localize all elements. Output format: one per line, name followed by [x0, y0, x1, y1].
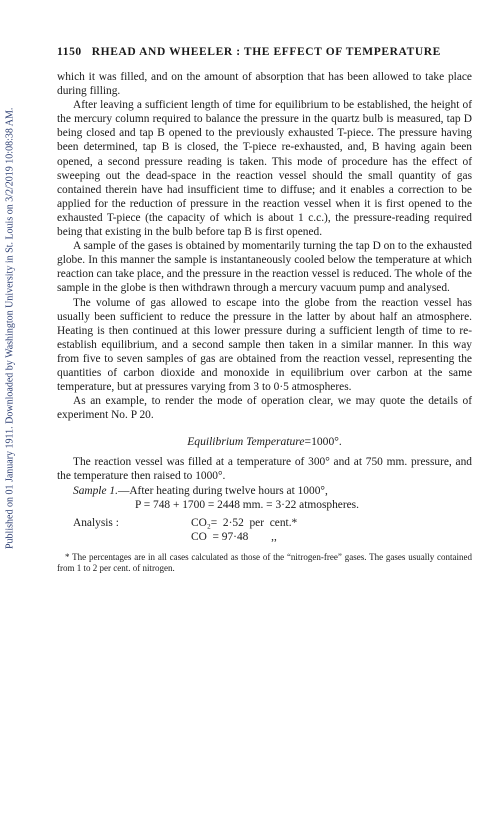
- analysis-block: [73, 516, 472, 544]
- analysis-line-co2: CO₂= 2·52 per cent.*: [191, 516, 298, 529]
- pressure-formula: P = 748 + 1700 = 2448 mm. = 3·22 atmospheres.: [135, 498, 359, 511]
- paragraph-2: After leaving a sufficient length of time for equilibrium to be established, the height of the mercury column required to balance the pressure in the quartz bulb is measured, tap D being closed and tap B opened to the previously exhausted T-piece. The pressure having been determined, tap B is closed, the T-piece re-exhausted, and, B having again been opened, a second pressure reading is taken. This mode of procedure has the effect of sweeping out the dead-space in the reaction vessel should the small quantity of gas contained therein have had insufficient time to diffuse; and it enables a correction to be applied for the reduction of pressure in the reaction vessel when it is first opened to the exhausted T-piece (the capacity of which is about 1 c.c.), the pressure-reading required being that existing in the bulb before tap B is first opened.: [57, 99, 472, 239]
- paragraph-3: A sample of the gases is obtained by momentarily turning the tap D on to the exhausted globe. In this manner the sample is instantaneously cooled below the temperature at which reaction can take place, and the pressure in the reaction vessel is reduced. The whole of the sample in the globe is then withdrawn through a mercury vacuum pump and analysed.: [57, 240, 472, 295]
- sample-label: Sample 1.: [73, 484, 118, 497]
- download-watermark: Published on 01 January 1911. Downloaded by Washington University in St. Louis on 3/2/2019 10:08:38 AM.: [4, 107, 16, 549]
- paragraph-6: The reaction vessel was filled at a temperature of 300° and at 750 mm. pressure, and the temperature then raised to 1000°.: [57, 456, 472, 483]
- paragraph-4: The volume of gas allowed to escape into the globe from the reaction vessel has usually been sufficient to reduce the pressure in the latter by about half an atmosphere. Heating is then continued at this lower pressure during a sufficient length of time to re-establish equilibrium, and a second sample then taken in a similar manner. In this way from five to seven samples of gas are obtained from the reaction vessel, representing the quantities of carbon dioxide and monoxide in equilibrium over carbon at the same temperature, but at pressures varying from 3 to 0·5 atmospheres.: [57, 296, 472, 394]
- running-header: [57, 46, 472, 58]
- analysis-label: Analysis :: [73, 516, 119, 529]
- running-title: RHEAD AND WHEELER : THE EFFECT OF TEMPERATURE: [91, 46, 441, 58]
- section-heading-italic: Equilibrium Temperature: [187, 435, 305, 449]
- section-heading: [57, 435, 472, 448]
- paragraph-1: which it was filled, and on the amount of absorption that has been allowed to take place during filling.: [57, 71, 472, 98]
- section-heading-value: =1000°.: [304, 435, 342, 449]
- page-body: [57, 46, 472, 575]
- footnote: * The percentages are in all cases calculated as those of the “nitrogen-free” gases. The gases usually contained from 1 to 2 per cent. of nitrogen.: [57, 551, 472, 574]
- sample-line: [57, 484, 472, 498]
- sample-text: —After heating during twelve hours at 1000°,: [117, 484, 328, 497]
- paragraph-5: As an example, to render the mode of operation clear, we may quote the details of experiment No. P 20.: [57, 395, 472, 422]
- page-number: 1150: [57, 46, 82, 58]
- analysis-values: [191, 516, 297, 544]
- analysis-line-co: CO = 97·48 ,,: [191, 530, 277, 543]
